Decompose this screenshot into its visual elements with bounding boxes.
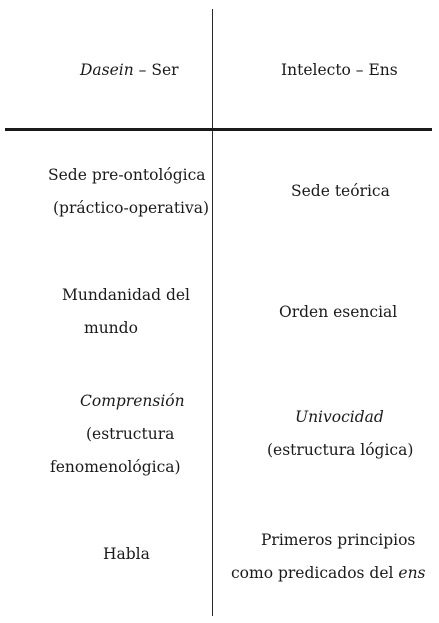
row3-left-line1: Comprensión: [80, 392, 185, 410]
header-left: [80, 54, 179, 87]
row2-left-line1: Mundanidad del: [62, 286, 191, 304]
header-left-italic: Dasein: [80, 61, 134, 79]
row1-left-line2: (práctico-operativa): [53, 199, 210, 217]
column-divider: [212, 9, 213, 616]
header-left-rest: – Ser: [133, 61, 179, 79]
header-right: [281, 54, 398, 87]
row4-right-line1: Primeros principios: [261, 531, 416, 549]
row3-right-line1: Univocidad: [295, 408, 384, 426]
row2-right: Orden esencial: [279, 303, 398, 321]
row3-right-line2: (estructura lógica): [267, 441, 414, 459]
row1-left-line1: Sede pre-ontológica: [48, 166, 206, 184]
row3-left-line2: (estructura: [86, 425, 175, 443]
header-divider: [5, 128, 432, 131]
row3-left-line3: fenomenológica): [50, 458, 181, 476]
row1-right: Sede teórica: [291, 182, 390, 200]
row4-left: Habla: [103, 545, 150, 563]
row2-left-line2: mundo: [84, 319, 138, 337]
row4-right-line2: como predicados del ens: [231, 564, 426, 582]
header-right-text: Intelecto – Ens: [281, 61, 398, 79]
